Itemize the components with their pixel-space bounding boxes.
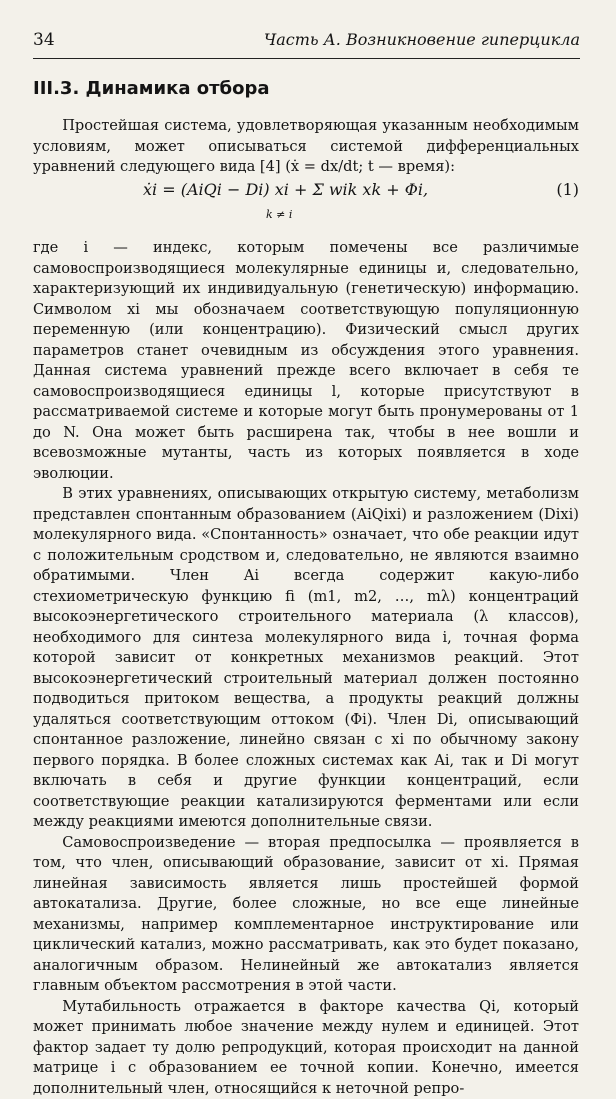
body-text: [33, 238, 579, 1099]
paragraph: В этих уравнениях, описывающих открытую систему, метаболизм представлен спонтанным образованием (AiQixi) и разложением (Dixi) молекулярного вида. «Спонтанность» означает, что обе реакции идут с положительным сродством и, следовательно, не являются взаимно обратимыми. Член Ai всегда содержит какую-либо стехиометрическую функцию fi (m1, m2, …, mλ) концентраций высокоэнергетического строительного материала (λ классов), необходимого для синтеза молекулярного вида i, точная форма которой зависит от конкретных механизмов реакций. Этот высокоэнергетический строительный материал должен постоянно подводиться притоком вещества, а продукты реакций должны удаляться соответствующим оттоком (Φi). Член Di, описывающий спонтанное разложение, линейно связан с xi по обычному закону первого порядка. В более сложных системах как Ai, так и Di могут включать в себя и другие функции концентраций, если соответствующие реакции катализируются ферментами или если между реакциями имеются дополнительные связи.: [33, 484, 579, 833]
header-rule: [33, 58, 580, 59]
page-number: 34: [33, 30, 55, 50]
sum-index: k ≠ i: [266, 208, 292, 221]
paragraph: где i — индекс, которым помечены все различимые самовоспроизводящиеся молекулярные единицы и, следовательно, характеризующий их индивидуальную (генетическую) информацию. Символом xi мы обозначаем соответствующую популяционную переменную (или концентрацию). Физический смысл других параметров станет очевидным из обсуждения этого уравнения. Данная система уравнений прежде всего включает в себя те самовоспроизводящиеся единицы l, которые присутствуют в рассматриваемой системе и которые могут быть пронумерованы от 1 до N. Она может быть расширена так, чтобы в нее вошли и всевозможные мутанты, часть из которых появляется в ходе эволюции.: [33, 238, 579, 484]
page-header: [33, 30, 580, 56]
paragraph: Самовоспроизведение — вторая предпосылка — проявляется в том, что член, описывающий образование, зависит от xi. Прямая линейная зависимость является лишь простейшей формой автокатализа. Другие, более сложные, но все еще линейные механизмы, например комплементарное инструктирование или циклический катализ, можно рассматривать, как это будет показано, аналогичным образом. Нелинейный же автокатализ является главным объектом рассмотрения в этой части.: [33, 833, 579, 997]
equation-1: [33, 178, 579, 234]
equation-expression: ẋi = (AiQi − Di) xi + Σ wik xk + Φi,: [143, 180, 428, 199]
paragraph: Мутабильность отражается в факторе качества Qi, который может принимать любое значение между нулем и единицей. Этот фактор задает ту долю репродукций, которая происходит на данной матрице i с образованием ее точной копии. Конечно, имеется дополнительный член, относящийся к неточной репро-: [33, 997, 579, 1099]
equation-number: (1): [556, 180, 579, 199]
intro-paragraph: Простейшая система, удовлетворяющая указанным необходимым условиям, может описываться системой дифференциальных уравнений следующего вида [4] (ẋ = dx/dt; t — время):: [33, 116, 579, 178]
intro-block: [33, 116, 579, 178]
running-title: Часть А. Возникновение гиперцикла: [264, 30, 580, 49]
section-title: III.3. Динамика отбора: [33, 78, 270, 99]
